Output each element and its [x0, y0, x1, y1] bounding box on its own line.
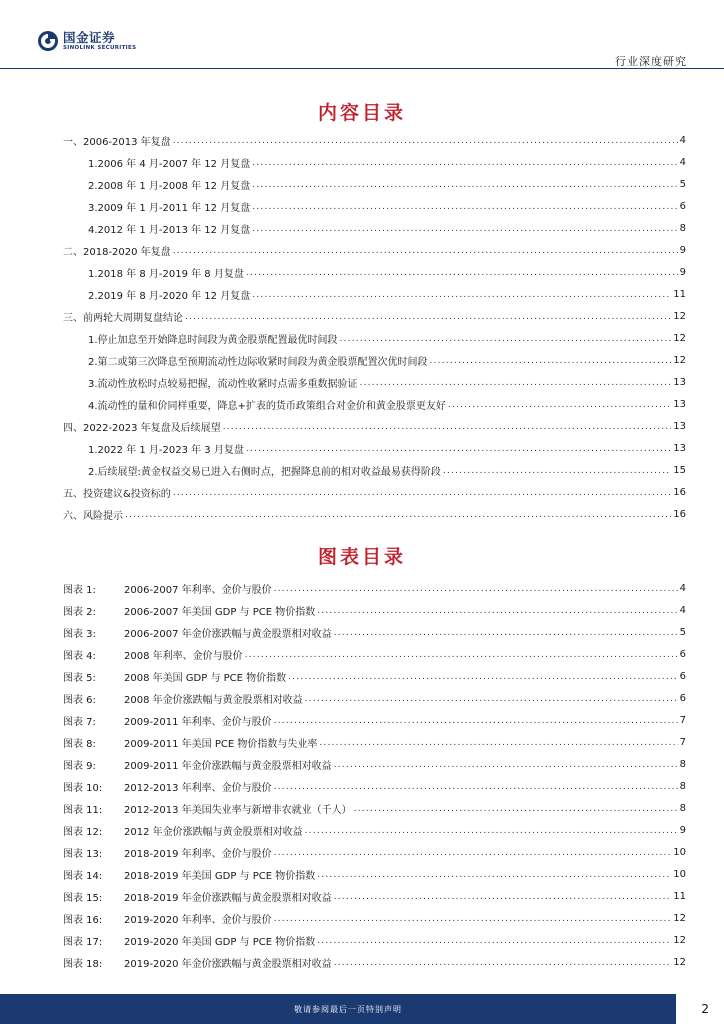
figure-entry-page: 6 — [679, 670, 686, 682]
figure-entry[interactable] — [63, 863, 686, 885]
figure-entry-title: 2006-2007 年金价涨跌幅与黄金股票相对收益 — [124, 628, 332, 640]
figure-entry[interactable] — [63, 951, 686, 973]
toc-entry-text: 1.2006 年 4 月-2007 年 12 月复盘 — [88, 158, 251, 170]
figure-entry-title: 2019-2020 年美国 GDP 与 PCE 物价指数 — [124, 936, 316, 948]
dot-leader — [173, 488, 671, 498]
dot-leader — [252, 290, 671, 300]
figure-entry-page: 4 — [679, 582, 686, 594]
page-footer — [0, 994, 724, 1024]
figure-entry-page: 7 — [679, 736, 686, 748]
figure-entry-title: 2009-2011 年利率、金价与股价 — [124, 716, 272, 728]
dot-leader — [448, 400, 671, 410]
dot-leader — [252, 224, 677, 234]
dot-leader — [317, 870, 671, 880]
sinolink-logo-icon — [37, 30, 59, 52]
dot-leader — [288, 672, 677, 682]
toc-entry-page: 12 — [673, 354, 686, 366]
toc-entry[interactable] — [63, 437, 686, 459]
figure-entry-label: 图表 2: — [63, 606, 96, 618]
brand-name-cn: 国金证券 — [63, 29, 116, 45]
toc-entry[interactable] — [63, 459, 686, 481]
toc-entry-text: 五、投资建议&投资标的 — [63, 488, 171, 500]
figure-entry-title: 2008 年利率、金价与股价 — [124, 650, 243, 662]
toc-entry[interactable] — [63, 349, 686, 371]
figure-entry-page: 6 — [679, 648, 686, 660]
dot-leader — [360, 378, 672, 388]
figure-entry[interactable] — [63, 577, 686, 599]
toc-entry-page: 13 — [673, 398, 686, 410]
dot-leader — [274, 782, 678, 792]
figure-entry-title: 2008 年美国 GDP 与 PCE 物价指数 — [124, 672, 287, 684]
toc-entry[interactable] — [63, 173, 686, 195]
toc-entry-text: 2.第二或第三次降息至预期流动性边际收紧时间段为黄金股票配置次优时间段 — [88, 356, 428, 368]
dot-leader — [334, 760, 678, 770]
dot-leader — [245, 650, 678, 660]
dot-leader — [334, 892, 672, 902]
toc-entry-text: 1.停止加息至开始降息时间段为黄金股票配置最优时间段 — [88, 334, 338, 346]
figure-entry-title: 2009-2011 年美国 PCE 物价指数与失业率 — [124, 738, 318, 750]
toc-entry-page: 8 — [679, 222, 686, 234]
figure-entry-page: 12 — [673, 912, 686, 924]
dot-leader — [274, 716, 678, 726]
toc-entry-page: 15 — [673, 464, 686, 476]
figure-entry-page: 12 — [673, 934, 686, 946]
brand-name-en: SINOLINK SECURITIES — [63, 44, 137, 51]
figure-entry-page: 12 — [673, 956, 686, 968]
figure-entry-label: 图表 15: — [63, 892, 103, 904]
figure-entry-label: 图表 17: — [63, 936, 103, 948]
page-number: 2 — [701, 1002, 709, 1016]
dot-leader — [317, 606, 677, 616]
toc-entry[interactable] — [63, 261, 686, 283]
toc-entry[interactable] — [63, 415, 686, 437]
dot-leader — [252, 158, 677, 168]
figure-entry[interactable] — [63, 665, 686, 687]
footer-disclaimer: 敬请参阅最后一页特别声明 — [294, 1004, 402, 1014]
figure-entry-page: 8 — [679, 758, 686, 770]
toc-entry-text: 三、前两轮大周期复盘结论 — [63, 312, 183, 324]
figure-entry[interactable] — [63, 709, 686, 731]
toc-entry[interactable] — [63, 327, 686, 349]
figure-entry[interactable] — [63, 841, 686, 863]
toc-entry-text: 3.流动性放松时点较易把握，流动性收紧时点需多重数据验证 — [88, 378, 358, 390]
figure-entry-title: 2006-2007 年美国 GDP 与 PCE 物价指数 — [124, 606, 316, 618]
figure-entry-label: 图表 10: — [63, 782, 103, 794]
figure-entry-title: 2018-2019 年利率、金价与股价 — [124, 848, 272, 860]
dot-leader — [334, 958, 672, 968]
toc-entry-text: 四、2022-2023 年复盘及后续展望 — [63, 422, 221, 434]
dot-leader — [319, 738, 677, 748]
dot-leader — [252, 180, 677, 190]
dot-leader — [274, 914, 672, 924]
toc-entry[interactable] — [63, 481, 686, 503]
dot-leader — [252, 202, 677, 212]
figure-entry-label: 图表 9: — [63, 760, 96, 772]
dot-leader — [317, 936, 671, 946]
toc-entry-page: 11 — [673, 288, 686, 300]
toc-entry-page: 16 — [673, 508, 686, 520]
figure-entry-label: 图表 13: — [63, 848, 103, 860]
toc-entry-page: 12 — [673, 310, 686, 322]
figure-entry-page: 9 — [679, 824, 686, 836]
figure-entry-label: 图表 8: — [63, 738, 96, 750]
toc-entry-page: 9 — [679, 244, 686, 256]
toc-entry-text: 2.后续展望:黄金权益交易已进入右侧时点，把握降息前的相对收益最易获得阶段 — [88, 466, 441, 478]
figure-entry-page: 7 — [679, 714, 686, 726]
figure-entry-title: 2012 年金价涨跌幅与黄金股票相对收益 — [124, 826, 303, 838]
figure-entry-title: 2012-2013 年美国失业率与新增非农就业（千人） — [124, 804, 352, 816]
dot-leader — [246, 268, 678, 278]
dot-leader — [274, 848, 672, 858]
toc-entry[interactable] — [63, 305, 686, 327]
figure-entry[interactable] — [63, 885, 686, 907]
dot-leader — [340, 334, 672, 344]
dot-leader — [305, 826, 678, 836]
figure-entry[interactable] — [63, 753, 686, 775]
figure-entry-page: 11 — [673, 890, 686, 902]
dot-leader — [173, 246, 678, 256]
dot-leader — [185, 312, 671, 322]
toc-entry[interactable] — [63, 151, 686, 173]
toc-entry-page: 4 — [679, 156, 686, 168]
figure-list — [63, 577, 686, 973]
dot-leader — [443, 466, 671, 476]
figure-entry-label: 图表 11: — [63, 804, 103, 816]
toc-entry-text: 4.2012 年 1 月-2013 年 12 月复盘 — [88, 224, 251, 236]
figure-entry-title: 2018-2019 年美国 GDP 与 PCE 物价指数 — [124, 870, 316, 882]
toc-entry[interactable] — [63, 393, 686, 415]
toc-entry-page: 4 — [679, 134, 686, 146]
dot-leader — [173, 136, 678, 146]
figure-entry-label: 图表 6: — [63, 694, 96, 706]
dot-leader — [305, 694, 678, 704]
toc-entry-text: 4.流动性的量和价同样重要，降息+扩表的货币政策组合对金价和黄金股票更友好 — [88, 400, 446, 412]
report-type-label: 行业深度研究 — [615, 55, 687, 68]
toc-entry-text: 二、2018-2020 年复盘 — [63, 246, 171, 258]
toc-entry-text: 1.2022 年 1 月-2023 年 3 月复盘 — [88, 444, 244, 456]
figure-entry[interactable] — [63, 797, 686, 819]
figure-entry-title: 2009-2011 年金价涨跌幅与黄金股票相对收益 — [124, 760, 332, 772]
toc-title: 内容目录 — [317, 102, 406, 124]
figure-entry[interactable] — [63, 621, 686, 643]
dot-leader — [274, 584, 678, 594]
figure-list-title: 图表目录 — [317, 546, 406, 568]
figure-entry-label: 图表 4: — [63, 650, 96, 662]
figure-entry-title: 2012-2013 年利率、金价与股价 — [124, 782, 272, 794]
brand-logo — [37, 30, 136, 52]
toc-entry-text: 六、风险提示 — [63, 510, 123, 522]
figure-entry[interactable] — [63, 775, 686, 797]
figure-entry-page: 8 — [679, 780, 686, 792]
page-header — [0, 0, 724, 72]
figure-entry-page: 8 — [679, 802, 686, 814]
dot-leader — [334, 628, 678, 638]
toc-entry-text: 2.2019 年 8 月-2020 年 12 月复盘 — [88, 290, 251, 302]
figure-entry[interactable] — [63, 599, 686, 621]
dot-leader — [223, 422, 672, 432]
toc-list — [63, 129, 686, 525]
figure-entry-page: 10 — [673, 868, 686, 880]
figure-entry-label: 图表 16: — [63, 914, 103, 926]
dot-leader — [354, 804, 678, 814]
toc-entry[interactable] — [63, 195, 686, 217]
toc-entry-text: 1.2018 年 8 月-2019 年 8 月复盘 — [88, 268, 244, 280]
toc-entry[interactable] — [63, 239, 686, 261]
figure-entry-label: 图表 18: — [63, 958, 103, 970]
figure-entry-title: 2019-2020 年利率、金价与股价 — [124, 914, 272, 926]
header-divider — [0, 68, 724, 69]
toc-entry[interactable] — [63, 129, 686, 151]
footer-bar — [0, 994, 676, 1024]
figure-entry-title: 2019-2020 年金价涨跌幅与黄金股票相对收益 — [124, 958, 332, 970]
figure-entry[interactable] — [63, 731, 686, 753]
figure-entry-title: 2006-2007 年利率、金价与股价 — [124, 584, 272, 596]
toc-entry[interactable] — [63, 371, 686, 393]
toc-entry-page: 12 — [673, 332, 686, 344]
figure-entry-title: 2008 年金价涨跌幅与黄金股票相对收益 — [124, 694, 303, 706]
toc-entry-text: 3.2009 年 1 月-2011 年 12 月复盘 — [88, 202, 251, 214]
figure-entry-label: 图表 3: — [63, 628, 96, 640]
figure-entry[interactable] — [63, 819, 686, 841]
figure-entry-page: 5 — [679, 626, 686, 638]
figure-entry[interactable] — [63, 687, 686, 709]
toc-entry-text: 2.2008 年 1 月-2008 年 12 月复盘 — [88, 180, 251, 192]
toc-entry-page: 13 — [673, 442, 686, 454]
toc-entry-page: 6 — [679, 200, 686, 212]
figure-entry[interactable] — [63, 907, 686, 929]
toc-entry[interactable] — [63, 503, 686, 525]
figure-entry[interactable] — [63, 643, 686, 665]
figure-entry-page: 6 — [679, 692, 686, 704]
figure-entry-label: 图表 7: — [63, 716, 96, 728]
dot-leader — [246, 444, 671, 454]
toc-entry-page: 13 — [673, 420, 686, 432]
dot-leader — [430, 356, 672, 366]
toc-entry-page: 13 — [673, 376, 686, 388]
figure-entry-page: 10 — [673, 846, 686, 858]
dot-leader — [125, 510, 671, 520]
figure-entry-label: 图表 12: — [63, 826, 103, 838]
figure-entry-label: 图表 5: — [63, 672, 96, 684]
toc-entry-text: 一、2006-2013 年复盘 — [63, 136, 171, 148]
figure-entry-label: 图表 1: — [63, 584, 96, 596]
toc-entry[interactable] — [63, 283, 686, 305]
toc-entry-page: 16 — [673, 486, 686, 498]
figure-entry[interactable] — [63, 929, 686, 951]
figure-entry-page: 4 — [679, 604, 686, 616]
toc-entry-page: 9 — [679, 266, 686, 278]
toc-entry-page: 5 — [679, 178, 686, 190]
figure-entry-title: 2018-2019 年金价涨跌幅与黄金股票相对收益 — [124, 892, 332, 904]
toc-entry[interactable] — [63, 217, 686, 239]
figure-entry-label: 图表 14: — [63, 870, 103, 882]
